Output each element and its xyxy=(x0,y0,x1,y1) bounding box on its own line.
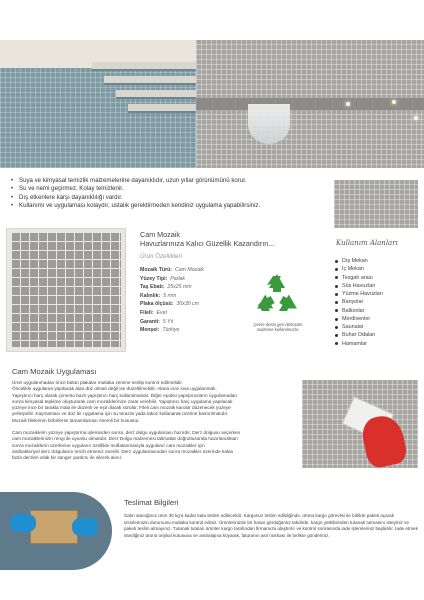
application-title: Cam Mozaik Uygulaması xyxy=(12,367,97,376)
product-image xyxy=(11,233,121,347)
feature-bullets xyxy=(10,177,330,211)
application-line: Mozaik filelerinin birbirlerini tamamlaması önemli bir husustur. xyxy=(12,417,140,423)
spec-label: Menşei: xyxy=(140,327,160,334)
glove xyxy=(72,518,98,536)
wall-light xyxy=(392,100,396,104)
tile-sample-photo xyxy=(334,180,418,228)
application-line: yerleştirilir. Kaymaması ve düz bir uygulama için su terazisi yada takoz kullanarak üzerine bastırılmalıdır. xyxy=(12,411,229,417)
spec-value: Evet xyxy=(156,309,167,316)
spec-label: Kalınlık: xyxy=(140,292,161,299)
spec-row xyxy=(140,275,250,284)
product-subtitle: Havuzlarınıza Kalıcı Güzellik Kazandırın... xyxy=(140,239,275,248)
recycle-caption: Çevre dostu geri dönüşüm malzeme kullanılmıştır. xyxy=(253,322,303,333)
usage-item: Hamamlar xyxy=(334,340,383,348)
usage-item: Saunalar xyxy=(334,323,383,331)
spec-row xyxy=(140,283,250,292)
feature-bullet: • Su ve nemi geçirmez. Kolay temizlenir. xyxy=(10,185,330,193)
application-line: yüzeye ince bir tarakla mala ile düzenli ve eşit olarak sürülür. Fileli cam mozaik karolar düzenecek yüzeye xyxy=(12,405,231,411)
spec-value: Parlak xyxy=(170,275,186,282)
usage-item: Dış Mekan xyxy=(334,257,383,265)
fountain-ledge xyxy=(196,98,424,110)
features-title: Ürün Özellikleri xyxy=(140,253,182,260)
spec-list xyxy=(140,266,250,335)
usage-item: Balkonlar xyxy=(334,307,383,315)
spec-value: 30x30 cm xyxy=(176,301,199,308)
spec-value: Türkiye xyxy=(162,327,180,334)
pool-step xyxy=(104,76,196,85)
usage-item: Yüzme Havuzları xyxy=(334,290,383,298)
application-line: cam mozaiklerinizin rengi ile uyumlu olmalıdır. Derz Dolgu malzemesi talimatlar doğrultusunda hazırlandıktan xyxy=(12,436,238,442)
usage-list xyxy=(334,257,383,348)
pool-step xyxy=(128,104,196,113)
spec-row xyxy=(140,309,250,318)
application-photo xyxy=(302,380,418,468)
feature-bullet: • Suya ve kimyasal temizlik malzemelerine dayanıklıdır, uzun yıllar görünümünü korur. xyxy=(10,177,330,185)
spec-value: Cam Mozaik xyxy=(175,267,204,273)
cardboard-box xyxy=(30,510,78,544)
application-line: Cam mozaiklerin yüzeye yapıştırma işleminden sonra, derz dolgu uygulaması hazırdır. Derz dolgusu seçerken xyxy=(12,430,241,436)
usage-item: Tezgah arası xyxy=(334,274,383,282)
product-image-frame xyxy=(6,228,126,352)
pool-step xyxy=(92,62,196,71)
application-line: Yapıştırıcı harç olarak çimento bazlı yapıştırıcı harç kullanılmalıdır. Diğer epoksi yapıştırıcıların uygulamadan xyxy=(12,392,238,398)
recycle-icon xyxy=(252,270,302,320)
pool-step xyxy=(116,90,196,99)
spec-row xyxy=(140,326,250,335)
spec-row xyxy=(140,318,250,327)
glove xyxy=(10,514,36,532)
application-line: fazla derzleri ıslak bir sünger yardımı ile silerek alınır. xyxy=(12,455,123,461)
application-line: Ürün uygulanmadan önce bütün plakalar mutlaka zemine serilip kontrol edilmelidir. xyxy=(12,380,183,385)
delivery-photo xyxy=(0,492,112,570)
delivery-text: Satın alacağınız ürün 30 kg'a kadar kata teslim edilecektir. Kargonuz teslim edildiğinde, ürünü kargo görevlisi ile birlikte paketi açarak ürünlerinizin durumunu mutlaka kontrol ediniz. Ürünlerinizde bir hasar gördüğünüz takdirde, kargo yetkilisinden tutanak tutmasını isteyiniz ve paketi teslim almayınız. Tutanak tutulan ürünler kargo tarafından firmamıza ulaştırılır ve kontrol sonrasında iade işlemleriniz başlatılır. İade etmek istediğiniz ürünü orijinal kutusuna ve ambalajına koyarak, faturanın asıl nüshası ile birlikte gönderiniz. xyxy=(124,513,418,538)
spec-label: Taş Ebatı: xyxy=(140,284,165,291)
spec-row xyxy=(140,266,250,275)
spec-label: Garanti: xyxy=(140,318,160,325)
top-photo-strip xyxy=(0,40,424,168)
spec-label: Fileli: xyxy=(140,309,154,316)
wall-light xyxy=(414,116,418,120)
usage-item: Süs Havuzları xyxy=(334,282,383,290)
application-line: sonra kimyasal tepkime oluşturarak cam mozaiklerinize zarar verebilir. Yapıştırıcı harç uygulama yapılacak xyxy=(12,398,233,404)
spec-value: 25x25 mm xyxy=(167,284,192,291)
feature-bullet: • Kullanımı ve uygulaması kolaydır, ustalık gerektirmeden kendiniz uygulama yapabilirsiniz. xyxy=(10,202,330,210)
application-text xyxy=(12,380,298,462)
usage-item: Banyolar xyxy=(334,298,383,306)
usage-title: Kullanım Alanları xyxy=(336,239,398,247)
spec-row xyxy=(140,292,250,301)
pool-photo xyxy=(0,40,196,168)
spec-value: 5 mm xyxy=(163,292,177,299)
feature-bullet: • Dış etkenlere karşı dayanıklılığı vardır. xyxy=(10,194,330,202)
water-spout xyxy=(248,104,290,144)
application-line: Öncelikle uygulama yapılacak alan düz olmalı değil ise düzeltilmelidir. Alana ince sıva uygulanmalı. xyxy=(12,386,217,392)
delivery-title: Teslimat Bilgileri xyxy=(124,498,179,507)
wall-light xyxy=(346,102,350,106)
fountain-photo xyxy=(196,40,424,168)
spec-label: Yüzey Tipi: xyxy=(140,275,168,282)
spec-label: Plaka ölçüsü: xyxy=(140,301,174,308)
spec-label: Mozaik Türü: xyxy=(140,267,172,273)
application-line: antibakteriyel derz dolgularını tercih etmeniz önerilir. Derz uygulamasından sonra mozaikler üzerinde kalan xyxy=(12,448,234,454)
application-line: sonra mozaiklerin üzerlerine uygulanır özellikle muflalanmasıyla uygulanır cam mozaikler için xyxy=(12,442,205,448)
usage-item: Buhar Odaları xyxy=(334,331,383,339)
spec-value: 5 Yıl xyxy=(162,318,174,325)
usage-item: İç Mekan xyxy=(334,265,383,273)
usage-item: Merdivenler xyxy=(334,315,383,323)
spec-row xyxy=(140,300,250,309)
product-title: Cam Mozaik xyxy=(140,230,180,239)
